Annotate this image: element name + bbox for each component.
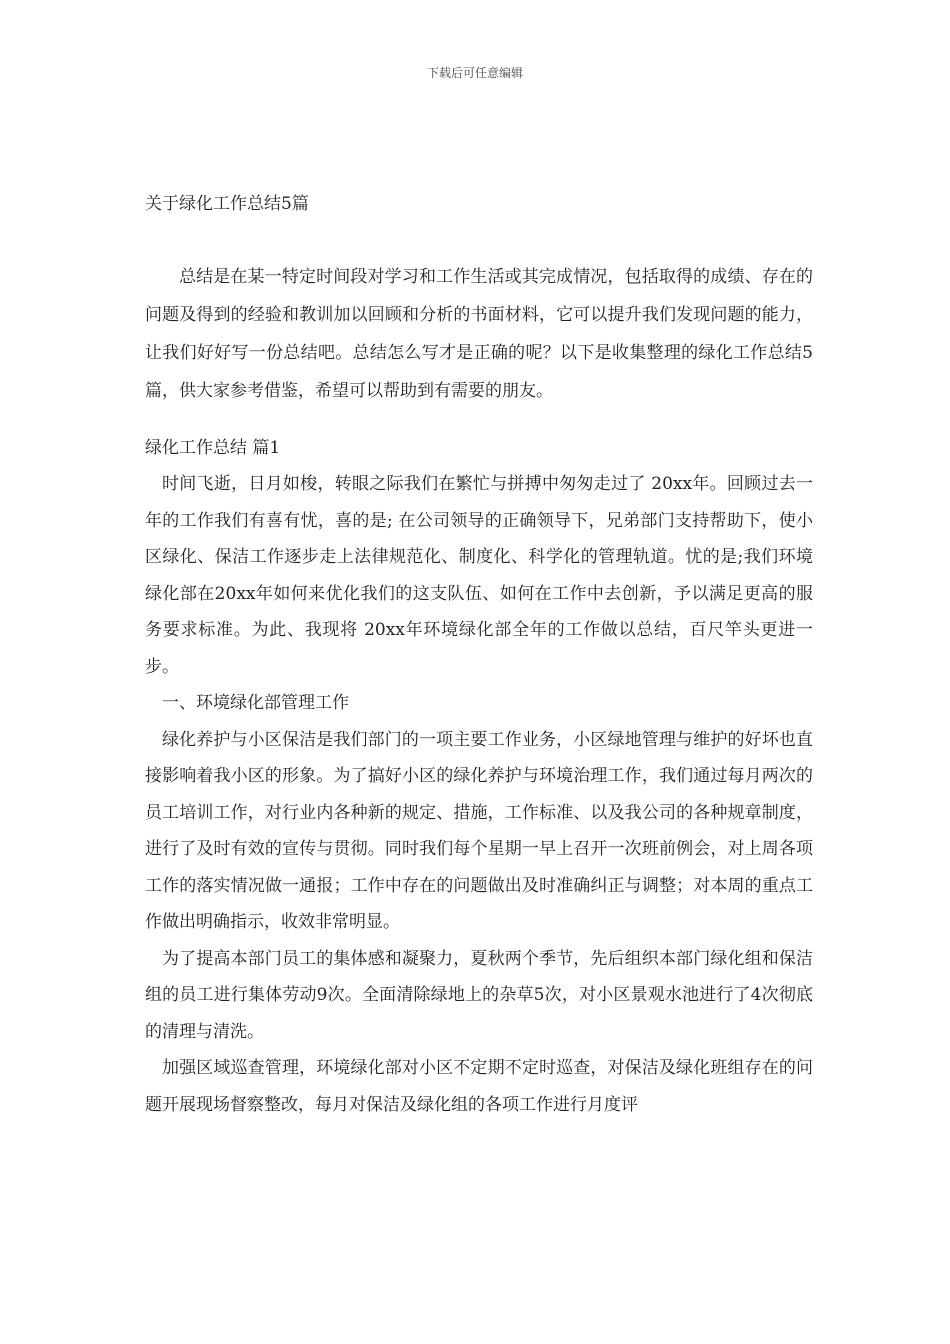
- paragraph: 绿化养护与小区保洁是我们部门的一项主要工作业务，小区绿地管理与维护的好坏也直接影响着我小区的形象。为了搞好小区的绿化养护与环境治理工作，我们通过每月两次的员工培训工作，对行业内各种新的规定、措施，工作标准、以及我公司的各种规章制度，进行了及时有效的宣传与贯彻。同时我们每个星期一早上召开一次班前例会，对上周各项工作的落实情况做一通报；工作中存在的问题做出及时准确纠正与调整；对本周的重点工作做出明确指示，收效非常明显。: [145, 729, 813, 932]
- section-title: 绿化工作总结 篇1: [145, 438, 281, 458]
- subsection-heading: 一、环境绿化部管理工作: [162, 693, 349, 713]
- paragraph: 时间飞逝，日月如梭，转眼之际我们在繁忙与拼搏中匆匆走过了 20xx年。回顾过去一年的工作我们有喜有忧，喜的是; 在公司领导的正确领导下，兄弟部门支持帮助下，使小区绿化、保洁工作逐步走上法律规范化、制度化、科学化的管理轨道。忧的是;我们环境绿化部在20xx年如何来优化我们的这支队伍、如何在工作中去创新，予以满足更高的服务要求标准。为此、我现将 20xx年环境绿化部全年的工作做以总结，百尺竿头更进一步。: [145, 474, 813, 677]
- paragraph: 加强区域巡查管理，环境绿化部对小区不定期不定时巡查，对保洁及绿化班组存在的问题开展现场督察整改，每月对保洁及绿化组的各项工作进行月度评: [145, 1058, 813, 1115]
- header-note: 下载后可任意编辑: [426, 66, 523, 80]
- document-title: 关于绿化工作总结5篇: [145, 194, 309, 214]
- document-body: [145, 190, 813, 1123]
- paragraph: 为了提高本部门员工的集体感和凝聚力，夏秋两个季节，先后组织本部门绿化组和保洁组的员工进行集体劳动9次。全面清除绿地上的杂草5次，对小区景观水池进行了4次彻底的清理与清洗。: [145, 948, 813, 1042]
- intro-paragraph: 总结是在某一特定时间段对学习和工作生活或其完成情况，包括取得的成绩、存在的问题及得到的经验和教训加以回顾和分析的书面材料，它可以提升我们发现问题的能力，让我们好好写一份总结吧。总结怎么写才是正确的呢？以下是收集整理的绿化工作总结5篇，供大家参考借鉴，希望可以帮助到有需要的朋友。: [145, 267, 813, 401]
